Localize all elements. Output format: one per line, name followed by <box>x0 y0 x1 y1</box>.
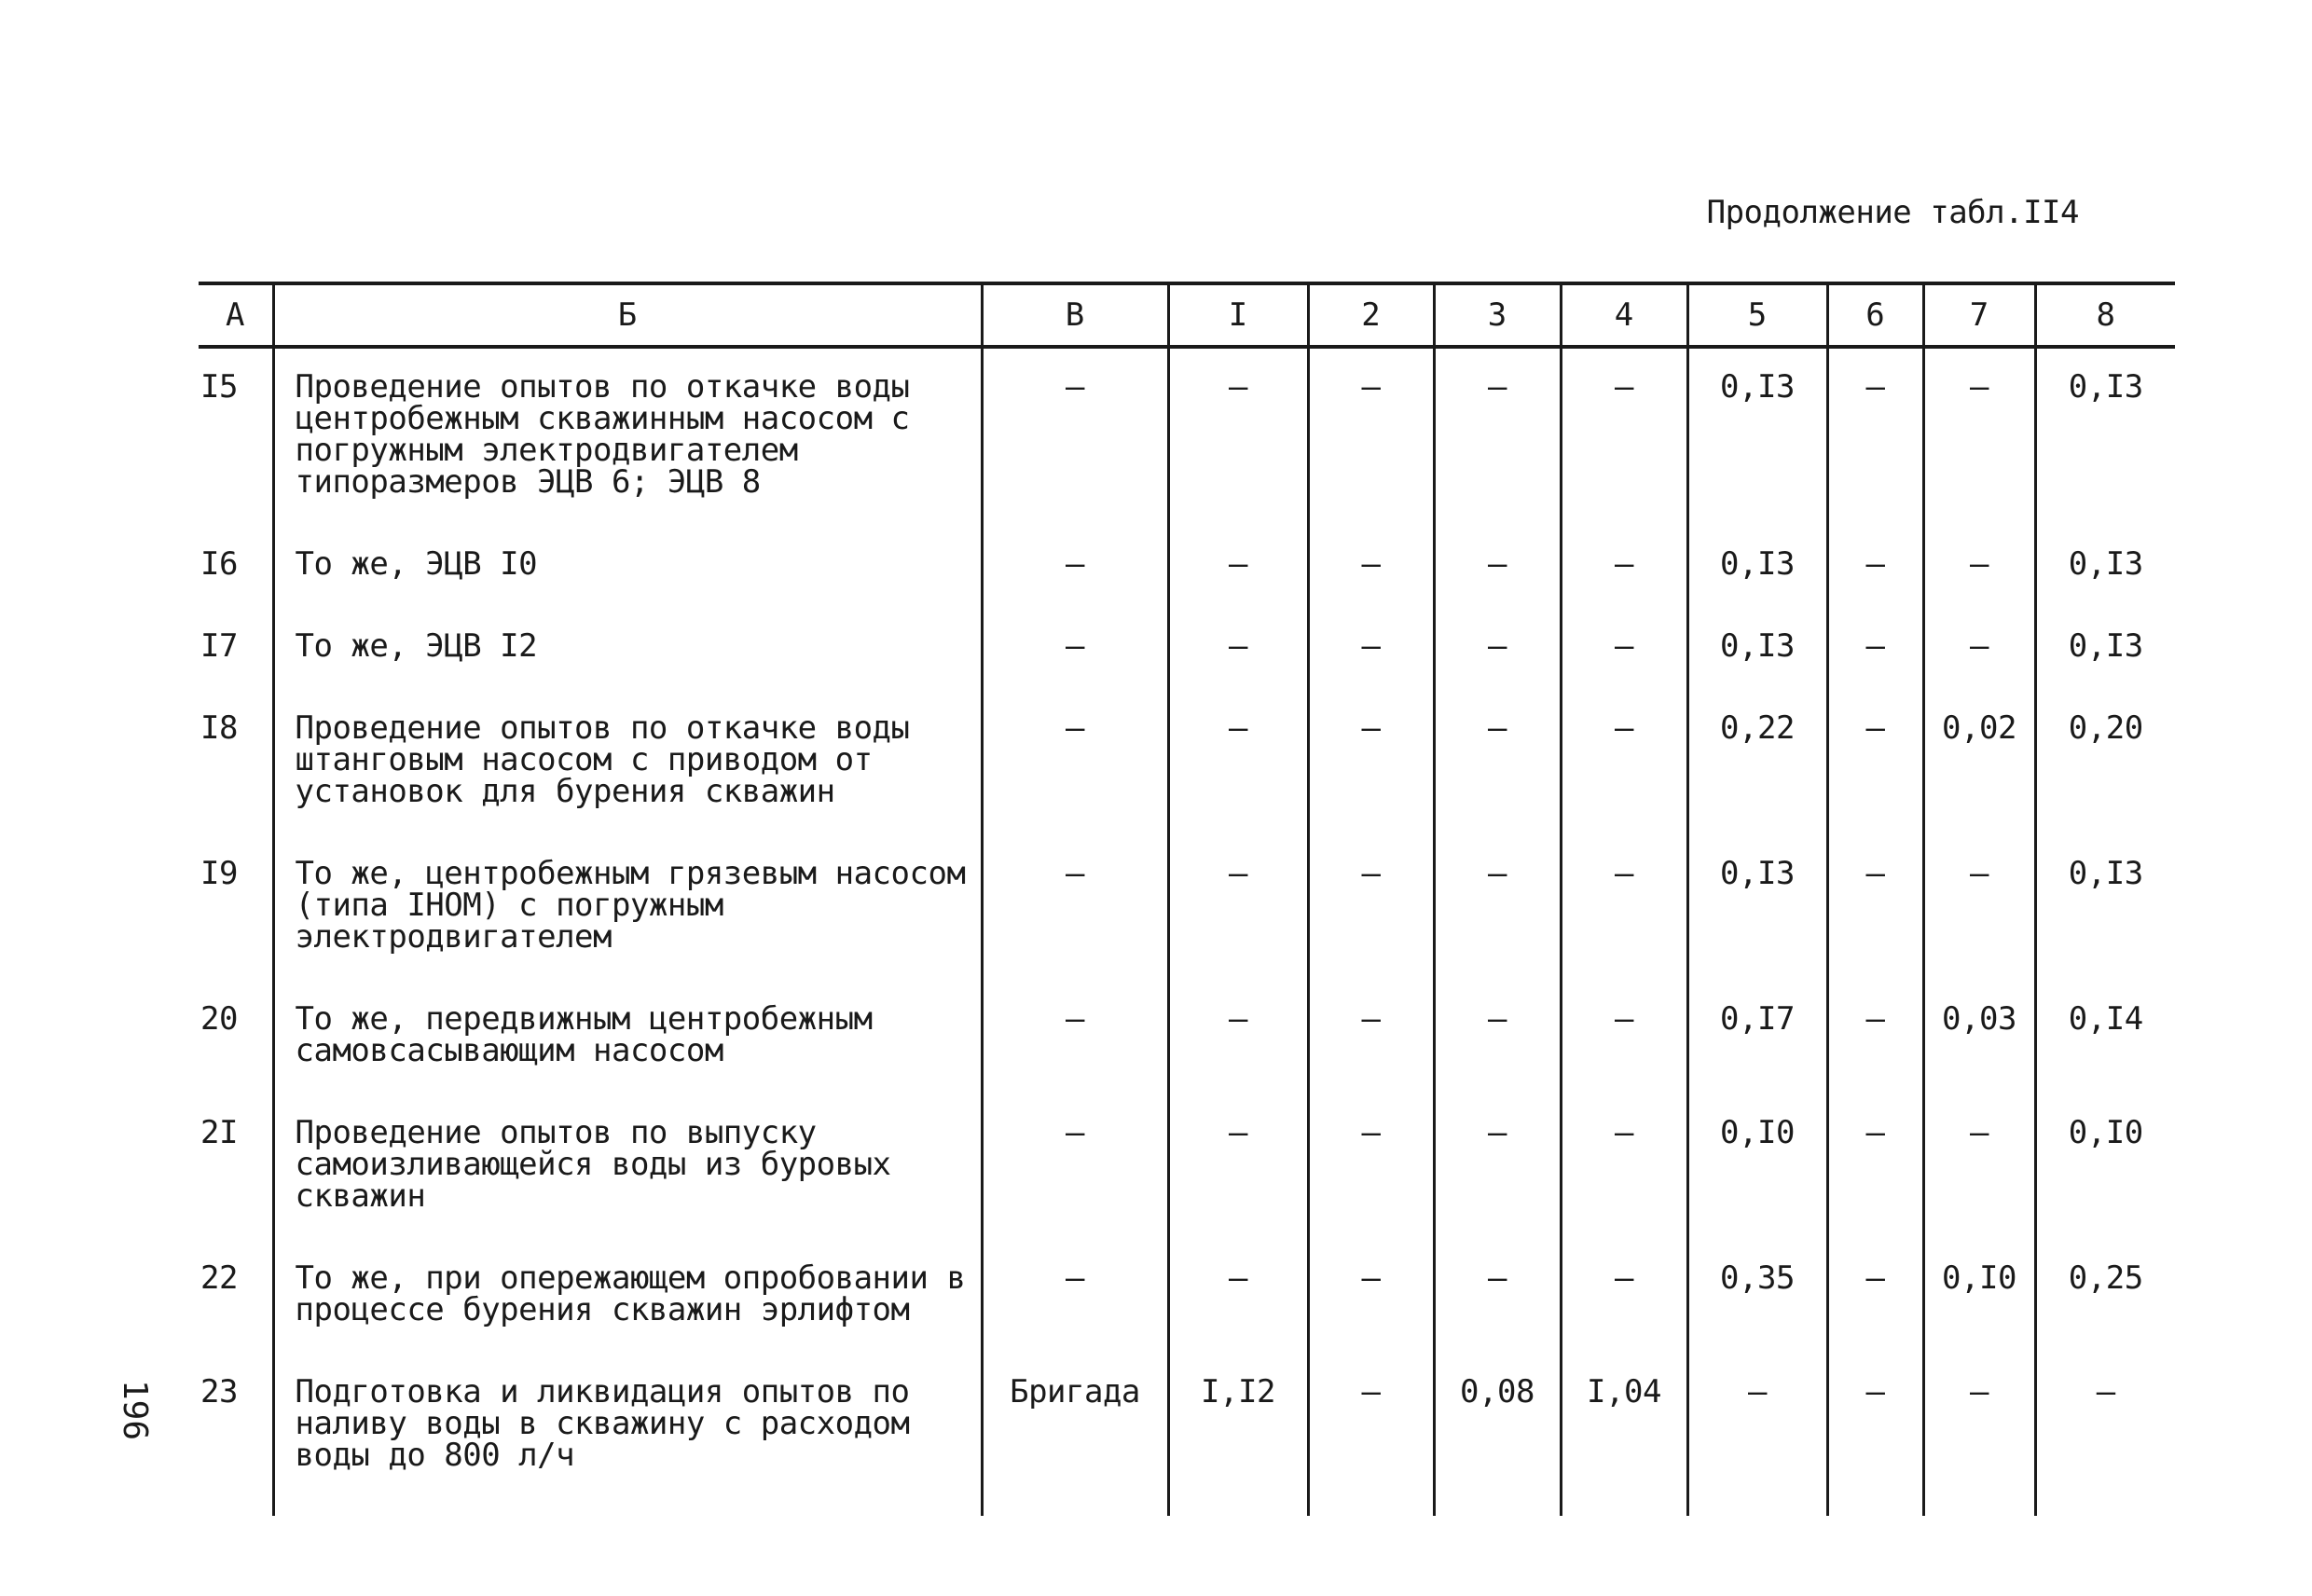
cell-col-6: – <box>1827 981 1923 1094</box>
cell-col-5: 0,I3 <box>1687 608 1827 690</box>
header-col-a: А <box>199 283 273 347</box>
row-number: I6 <box>200 545 238 583</box>
cell-col-8: 0,25 <box>2035 1240 2175 1354</box>
row-number: 2I <box>200 1114 238 1151</box>
header-col-6: 6 <box>1827 283 1923 347</box>
cell-col-8: 0,I3 <box>2035 526 2175 608</box>
cell-col-1: – <box>1168 690 1308 835</box>
cell-col-2: – <box>1308 1354 1434 1516</box>
cell-col-5: 0,35 <box>1687 1240 1827 1354</box>
cell-col-6: – <box>1827 608 1923 690</box>
cell-col-7: – <box>1923 608 2035 690</box>
cell-col-7: – <box>1923 835 2035 981</box>
cell-col-1: – <box>1168 347 1308 526</box>
row-number: 20 <box>200 1000 238 1038</box>
row-number: 23 <box>200 1373 238 1410</box>
cell-col-7: 0,I0 <box>1923 1240 2035 1354</box>
cell-col-4: I,04 <box>1561 1354 1687 1516</box>
cell-col-6: – <box>1827 1240 1923 1354</box>
row-description: То же, при опережающем опробовании в процессе бурения скважин эрлифтом <box>273 1240 982 1354</box>
row-description: То же, ЭЦВ I0 <box>273 526 982 608</box>
cell-col-v: – <box>982 1240 1168 1354</box>
header-col-1: I <box>1168 283 1308 347</box>
cell-col-3: – <box>1434 608 1561 690</box>
cell-col-v: – <box>982 608 1168 690</box>
data-table <box>199 282 2175 1516</box>
cell-col-4: – <box>1561 835 1687 981</box>
cell-col-6: – <box>1827 835 1923 981</box>
cell-col-7: – <box>1923 1354 2035 1516</box>
cell-col-v: – <box>982 835 1168 981</box>
cell-col-3: – <box>1434 347 1561 526</box>
row-description: Проведение опытов по откачке воды штанговым насосом с приводом от установок для бурения скважин <box>273 690 982 835</box>
header-col-b: Б <box>273 283 982 347</box>
header-col-v: В <box>982 283 1168 347</box>
cell-col-6: – <box>1827 347 1923 526</box>
header-col-3: 3 <box>1434 283 1561 347</box>
page-number: 196 <box>116 1379 155 1441</box>
cell-col-v: – <box>982 347 1168 526</box>
cell-col-4: – <box>1561 526 1687 608</box>
cell-col-7: – <box>1923 526 2035 608</box>
cell-col-8: 0,I3 <box>2035 347 2175 526</box>
table-row <box>199 1354 2175 1516</box>
row-number: I8 <box>200 709 238 747</box>
cell-col-1: – <box>1168 835 1308 981</box>
row-number: I7 <box>200 627 238 665</box>
cell-col-v: – <box>982 981 1168 1094</box>
cell-col-6: – <box>1827 1094 1923 1240</box>
cell-col-7: 0,02 <box>1923 690 2035 835</box>
cell-col-1: I,I2 <box>1168 1354 1308 1516</box>
cell-col-2: – <box>1308 526 1434 608</box>
table-row <box>199 1094 2175 1240</box>
cell-col-2: – <box>1308 981 1434 1094</box>
cell-col-8: 0,I0 <box>2035 1094 2175 1240</box>
table-row <box>199 608 2175 690</box>
cell-col-1: – <box>1168 608 1308 690</box>
cell-col-3: 0,08 <box>1434 1354 1561 1516</box>
cell-col-2: – <box>1308 1094 1434 1240</box>
cell-col-7: – <box>1923 1094 2035 1240</box>
table-row <box>199 526 2175 608</box>
table-continuation-caption: Продолжение табл.II4 <box>1706 194 2079 231</box>
cell-col-4: – <box>1561 608 1687 690</box>
cell-col-3: – <box>1434 690 1561 835</box>
row-number: I9 <box>200 855 238 892</box>
cell-col-1: – <box>1168 981 1308 1094</box>
cell-col-2: – <box>1308 347 1434 526</box>
cell-col-3: – <box>1434 981 1561 1094</box>
cell-col-3: – <box>1434 526 1561 608</box>
cell-col-8: 0,I3 <box>2035 835 2175 981</box>
header-col-4: 4 <box>1561 283 1687 347</box>
cell-col-3: – <box>1434 1094 1561 1240</box>
cell-col-4: – <box>1561 981 1687 1094</box>
row-number: I5 <box>200 368 238 406</box>
cell-col-1: – <box>1168 526 1308 608</box>
cell-col-4: – <box>1561 690 1687 835</box>
table-row <box>199 347 2175 526</box>
cell-col-8: 0,I4 <box>2035 981 2175 1094</box>
header-col-5: 5 <box>1687 283 1827 347</box>
cell-col-4: – <box>1561 347 1687 526</box>
cell-col-v: – <box>982 526 1168 608</box>
header-col-2: 2 <box>1308 283 1434 347</box>
cell-col-8: 0,I3 <box>2035 608 2175 690</box>
table-header-row <box>199 283 2175 347</box>
cell-col-8: — <box>2035 1354 2175 1516</box>
cell-col-3: – <box>1434 1240 1561 1354</box>
cell-col-7: – <box>1923 347 2035 526</box>
header-col-7: 7 <box>1923 283 2035 347</box>
row-description: То же, передвижным центробежным самовсасывающим насосом <box>273 981 982 1094</box>
cell-col-4: – <box>1561 1240 1687 1354</box>
header-col-8: 8 <box>2035 283 2175 347</box>
cell-col-5: 0,I7 <box>1687 981 1827 1094</box>
cell-col-6: – <box>1827 690 1923 835</box>
cell-col-5: 0,22 <box>1687 690 1827 835</box>
cell-col-1: – <box>1168 1094 1308 1240</box>
cell-col-5: – <box>1687 1354 1827 1516</box>
cell-col-1: – <box>1168 1240 1308 1354</box>
row-description: Проведение опытов по выпуску самоизливающейся воды из буровых скважин <box>273 1094 982 1240</box>
row-description: То же, центробежным грязевым насосом (типа IНОМ) с погружным электродвигателем <box>273 835 982 981</box>
cell-col-5: 0,I3 <box>1687 835 1827 981</box>
table-row <box>199 835 2175 981</box>
row-description: Подготовка и ликвидация опытов по наливу воды в скважину с расходом воды до 800 л/ч <box>273 1354 982 1516</box>
table-row <box>199 1240 2175 1354</box>
cell-col-5: 0,I0 <box>1687 1094 1827 1240</box>
row-description: Проведение опытов по откачке воды центробежным скважинным насосом с погружным электродвигателем типоразмеров ЭЦВ 6; ЭЦВ 8 <box>273 347 982 526</box>
cell-col-2: – <box>1308 1240 1434 1354</box>
table-row <box>199 690 2175 835</box>
cell-col-5: 0,I3 <box>1687 526 1827 608</box>
cell-col-4: – <box>1561 1094 1687 1240</box>
cell-col-v: Бригада <box>982 1354 1168 1516</box>
cell-col-8: 0,20 <box>2035 690 2175 835</box>
cell-col-2: – <box>1308 835 1434 981</box>
row-number: 22 <box>200 1259 238 1297</box>
cell-col-v: – <box>982 1094 1168 1240</box>
cell-col-6: – <box>1827 1354 1923 1516</box>
cell-col-7: 0,03 <box>1923 981 2035 1094</box>
cell-col-2: – <box>1308 690 1434 835</box>
row-description: То же, ЭЦВ I2 <box>273 608 982 690</box>
cell-col-3: – <box>1434 835 1561 981</box>
cell-col-5: 0,I3 <box>1687 347 1827 526</box>
table-row <box>199 981 2175 1094</box>
cell-col-6: – <box>1827 526 1923 608</box>
cell-col-v: – <box>982 690 1168 835</box>
cell-col-2: – <box>1308 608 1434 690</box>
